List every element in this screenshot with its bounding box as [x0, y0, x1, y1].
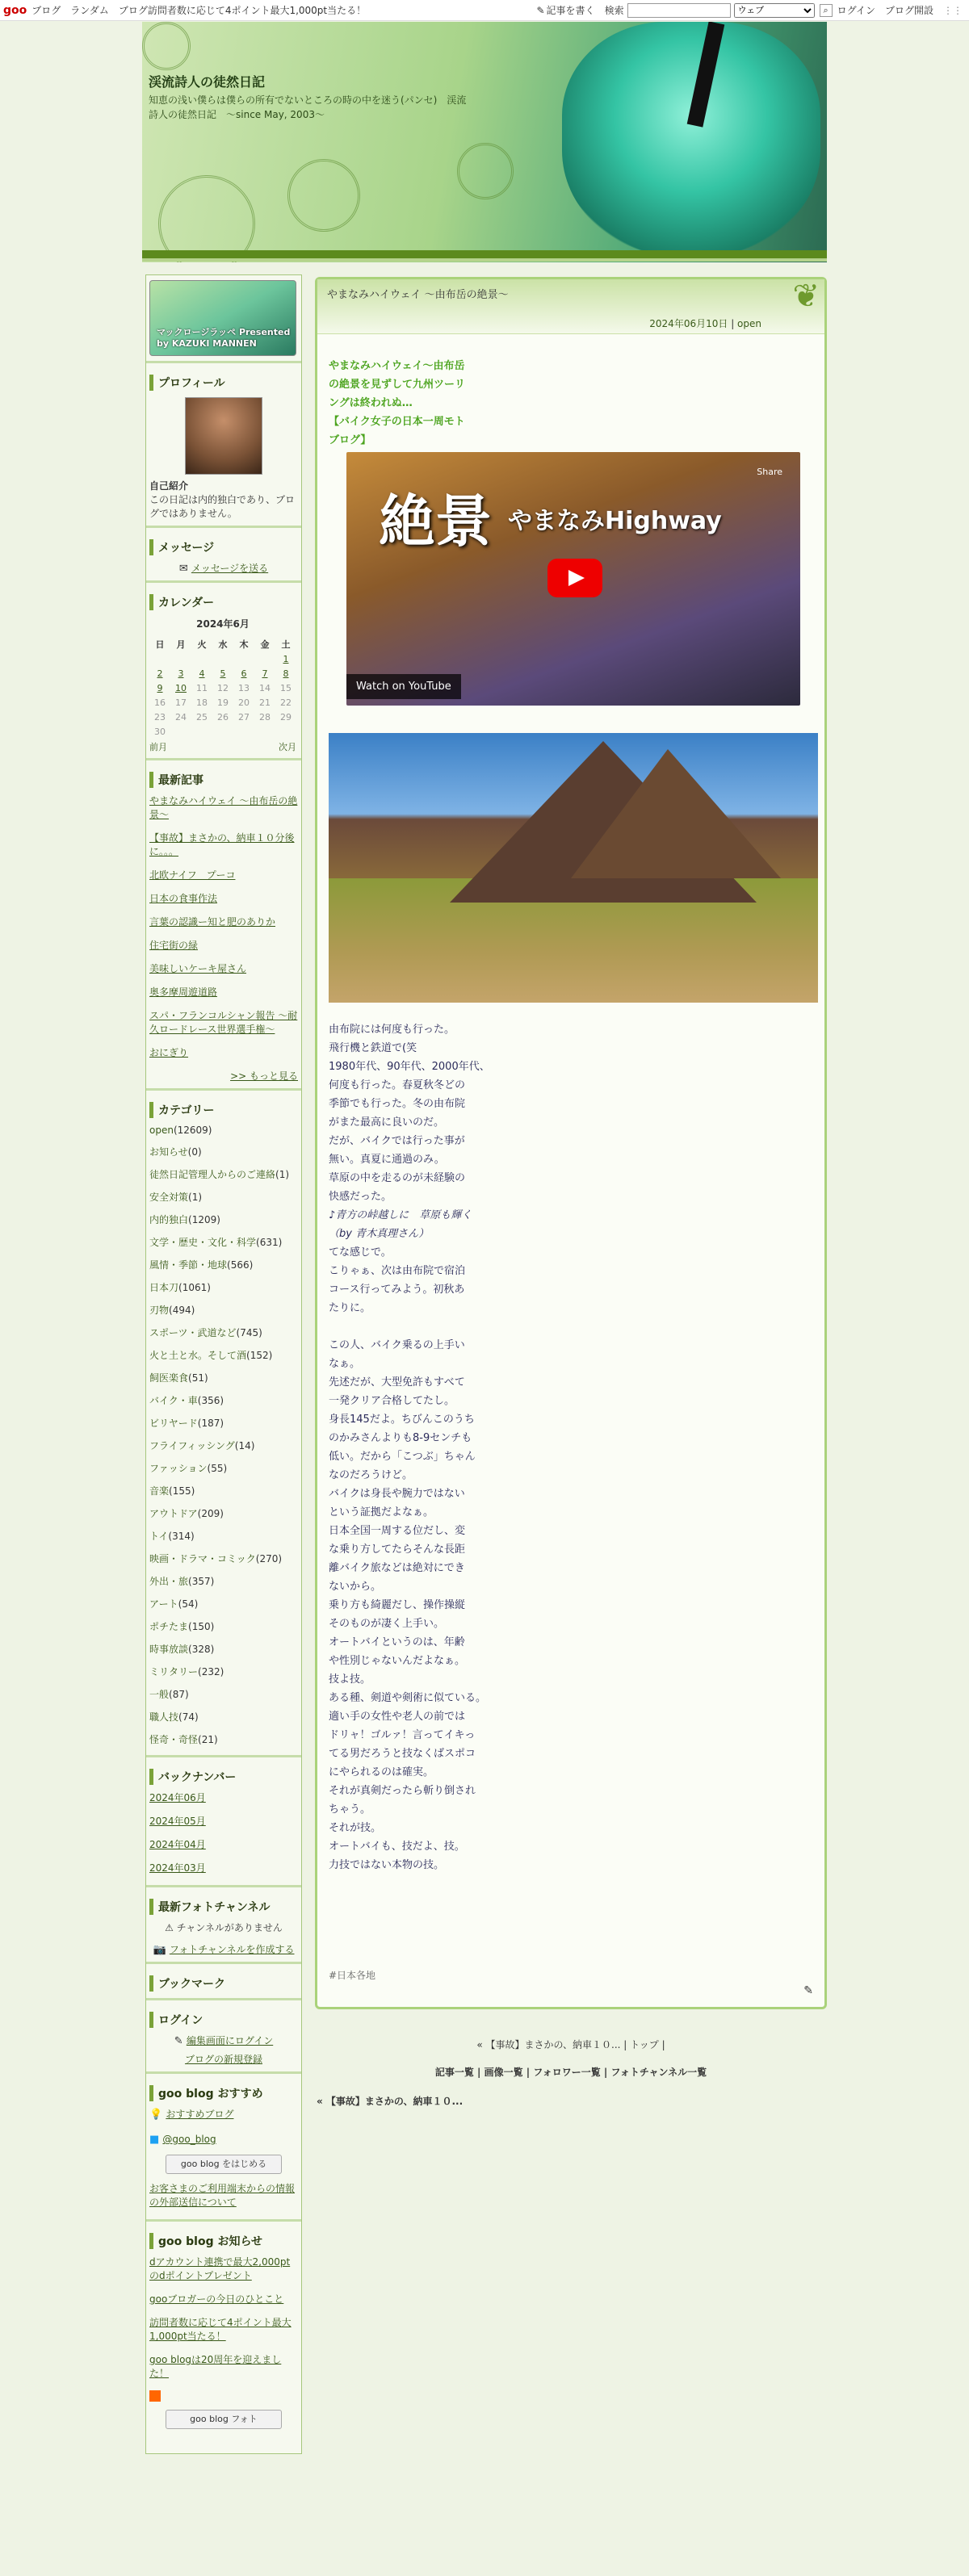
- body-line: 何度も行った。春夏秋冬どの: [329, 1079, 466, 1091]
- category-item: [149, 1371, 298, 1384]
- category-count: (270): [255, 1553, 283, 1564]
- category-count: (494): [169, 1305, 195, 1316]
- flower-decoration: [457, 143, 514, 199]
- list-links[interactable]: 記事一覧 | 画像一覧 | フォロワー一覧 | フォトチャンネル一覧: [434, 2067, 707, 2078]
- cream-soda-glass: [562, 22, 820, 256]
- category-item: [149, 1190, 298, 1204]
- create-photo-channel-link[interactable]: フォトチャンネルを作成する: [169, 1944, 295, 1955]
- category-link[interactable]: スポーツ・武道など: [149, 1327, 237, 1338]
- edit-icon[interactable]: ✎: [803, 1984, 813, 1997]
- pencil-icon: ✎: [174, 2035, 187, 2047]
- body-line: バイクは身長や腕力ではない: [329, 1488, 465, 1500]
- sidebar: [145, 274, 302, 2454]
- body-line: （by 青木真理さん）: [329, 1228, 430, 1240]
- self-intro-label: 自己紹介: [149, 480, 189, 492]
- recent-post-link[interactable]: 奥多摩周遊道路: [149, 986, 218, 998]
- category-link[interactable]: フライフィッシング: [149, 1440, 235, 1451]
- category-item: [149, 1258, 298, 1271]
- category-count: (328): [188, 1644, 215, 1655]
- message-icon: ✉: [178, 563, 191, 575]
- body-line: なのだろうけど。: [329, 1469, 413, 1481]
- self-intro-text: この日記は内的独白であり、ブログではありません。: [149, 494, 296, 519]
- category-count: (150): [188, 1621, 215, 1632]
- body-line: それが真剣だったら斬り倒され: [329, 1785, 476, 1797]
- video-thumbnail-subtitle: やまなみHighway: [508, 507, 722, 535]
- news-link[interactable]: goo blogは20周年を迎えました！: [149, 2354, 282, 2379]
- category-link[interactable]: ポチたま: [149, 1621, 189, 1632]
- article-date-link[interactable]: 2024年06月10日: [649, 318, 728, 329]
- blog-header: [142, 22, 827, 262]
- news-link[interactable]: 訪問者数に応じて4ポイント最大1,000pt当たる！: [149, 2317, 292, 2342]
- edit-login-link[interactable]: 編集画面にログイン: [186, 2035, 274, 2046]
- calendar-next-link[interactable]: 次月: [279, 742, 296, 752]
- backnumber-link[interactable]: 2024年04月: [149, 1839, 206, 1850]
- profile-heading: プロフィール: [149, 375, 298, 391]
- article-intro[interactable]: やまなみハイウェイ～由布岳 の絶景を見ずして九州ツーリ ングは終われぬ… 【バイク女子の日本一周モト ブログ】: [329, 360, 466, 446]
- recent-list: [149, 794, 298, 1060]
- bulb-icon: 💡: [149, 2109, 166, 2121]
- body-line: そのものが凄く上手い。: [329, 1618, 445, 1630]
- flower-decoration: [142, 22, 191, 70]
- flower-decoration: [287, 159, 360, 232]
- category-link[interactable]: 飼医楽食: [149, 1372, 189, 1384]
- category-item: [149, 1303, 298, 1317]
- backnumber-link[interactable]: 2024年05月: [149, 1816, 206, 1827]
- body-line: や性別じゃないんだよなぁ。: [329, 1655, 466, 1667]
- recent-post-link[interactable]: 日本の食事作法: [149, 893, 218, 904]
- search-scope-select[interactable]: [734, 3, 815, 18]
- article-category-link[interactable]: open: [737, 318, 761, 329]
- body-line: てな感じで。: [329, 1246, 392, 1259]
- search-label: 検索: [604, 5, 624, 16]
- grid-menu-icon[interactable]: ⋮⋮: [943, 4, 963, 16]
- backnumber-heading: バックナンバー: [149, 1769, 298, 1785]
- calendar-heading: カレンダー: [149, 594, 298, 610]
- topbar-promo-link[interactable]: ブログ訪問者数に応じて4ポイント最大1,000pt当たる！: [118, 5, 367, 16]
- category-count: (631): [256, 1237, 283, 1248]
- category-link[interactable]: 日本刀: [149, 1282, 179, 1293]
- body-line: 適い手の女性や老人の前では: [329, 1711, 466, 1723]
- category-link[interactable]: 文学・歴史・文化・科学: [149, 1237, 257, 1248]
- recent-post-link[interactable]: 北欧ナイフ プーコ: [149, 869, 236, 881]
- category-item: [149, 1125, 298, 1136]
- calendar-caption: 2024年6月: [196, 618, 250, 630]
- body-line: こりゃぁ、次は由布院で宿泊: [329, 1265, 466, 1277]
- category-count: (357): [188, 1576, 215, 1587]
- calendar-day[interactable]: 1: [283, 653, 289, 664]
- category-item: [149, 1710, 298, 1724]
- search-input[interactable]: [627, 3, 731, 18]
- recent-post-link[interactable]: 【事故】まさかの、納車１０分後に。。。: [149, 832, 295, 857]
- recent-post-link[interactable]: 言葉の認識ー知と肥のありか: [149, 916, 276, 928]
- calendar-day[interactable]: 6: [241, 668, 247, 679]
- category-count: (232): [198, 1666, 224, 1678]
- body-line: ないから。: [329, 1581, 382, 1593]
- message-heading: メッセージ: [149, 539, 298, 555]
- category-heading: カテゴリー: [149, 1102, 298, 1118]
- category-count: (55): [207, 1463, 228, 1474]
- category-count: (87): [169, 1689, 189, 1700]
- external-transmission-link[interactable]: お客さまのご利用端末からの情報の外部送信について: [149, 2183, 296, 2208]
- calendar-day[interactable]: 7: [262, 668, 268, 679]
- category-list: [149, 1125, 298, 1746]
- photo-button[interactable]: goo blog フォト: [166, 2410, 282, 2429]
- category-count: (356): [197, 1395, 224, 1406]
- body-line: オートバイというのは、年齢: [329, 1636, 465, 1648]
- category-item: [149, 1574, 298, 1588]
- bookmark-heading: ブックマーク: [149, 1975, 298, 1992]
- body-line: [329, 1317, 514, 1336]
- category-link[interactable]: open: [149, 1125, 174, 1136]
- watch-on-youtube-button[interactable]: Watch on YouTube: [346, 674, 461, 699]
- category-link[interactable]: アート: [149, 1598, 178, 1610]
- category-link[interactable]: お知らせ: [149, 1146, 188, 1158]
- body-line: ♪青方の峠越しに 草原も輝く: [329, 1209, 472, 1221]
- camera-icon: 📷: [153, 1944, 170, 1956]
- body-line: 無い。真夏に通過のみ。: [329, 1154, 445, 1166]
- body-line: 快感だった。: [329, 1191, 392, 1203]
- category-item: [149, 1642, 298, 1656]
- calendar-day[interactable]: 2: [157, 668, 163, 679]
- category-link[interactable]: 外出・旅: [149, 1576, 189, 1587]
- category-link[interactable]: 職人技: [149, 1711, 179, 1723]
- calendar-day[interactable]: 9: [157, 682, 163, 693]
- twitter-icon: ■: [149, 2134, 163, 2146]
- category-item: [149, 1348, 298, 1362]
- calendar-day[interactable]: 3: [178, 668, 184, 679]
- search-button[interactable]: ⌕: [820, 4, 833, 17]
- calendar-day[interactable]: 5: [220, 668, 226, 679]
- category-item: [149, 1439, 298, 1452]
- category-link[interactable]: 安全対策: [149, 1192, 189, 1203]
- article: [315, 277, 827, 2009]
- body-line: 力技ではない本物の技。: [329, 1859, 445, 1871]
- category-count: (1209): [188, 1214, 220, 1225]
- body-line: 一発クリア合格してたし。: [329, 1395, 455, 1407]
- prev-article-link[interactable]: « 【事故】まさかの、納車１０...: [317, 2096, 464, 2107]
- body-line: 技よ技。: [329, 1673, 371, 1686]
- recent-heading: 最新記事: [149, 772, 298, 788]
- body-line: 乗り方も綺麗だし、操作操縦: [329, 1599, 466, 1611]
- category-item: [149, 1687, 298, 1701]
- recommend-link[interactable]: おすすめブログ: [166, 2109, 234, 2120]
- article-title[interactable]: やまなみハイウェイ ～由布岳の絶景～: [327, 289, 509, 301]
- category-item: [149, 1393, 298, 1407]
- body-line: 低い。だから「こつぶ」ちゃん: [329, 1451, 476, 1463]
- category-count: (12609): [173, 1125, 212, 1136]
- share-button[interactable]: Share: [757, 467, 782, 477]
- category-link[interactable]: 徒然日記管理人からのご連絡: [149, 1169, 276, 1180]
- category-item: [149, 1280, 298, 1294]
- start-blog-button[interactable]: goo blog をはじめる: [166, 2155, 282, 2174]
- top-bar: [0, 0, 969, 21]
- category-count: (1061): [178, 1282, 211, 1293]
- topbar-blog-link[interactable]: ブログ: [31, 5, 61, 16]
- body-line: な乗り方してたらそんな長距: [329, 1544, 466, 1556]
- avatar: [185, 397, 262, 475]
- body-line: てる男だろうと技なくばスポコ: [329, 1748, 476, 1760]
- article-tag[interactable]: #日本各地: [329, 1970, 376, 1981]
- category-item: [149, 1597, 298, 1611]
- more-link[interactable]: >> もっと見る: [230, 1070, 298, 1082]
- blog-title[interactable]: 渓流詩人の徒然日記: [149, 74, 266, 90]
- category-item: [149, 1552, 298, 1565]
- category-count: (1): [275, 1169, 290, 1180]
- youtube-embed[interactable]: [346, 452, 800, 706]
- category-count: (54): [178, 1598, 199, 1610]
- category-link[interactable]: 音楽: [149, 1485, 170, 1497]
- category-item: [149, 1145, 298, 1158]
- category-link[interactable]: 怪奇・奇怪: [149, 1734, 199, 1745]
- calendar-prev-link[interactable]: 前月: [149, 742, 167, 752]
- body-line: にやられるのは確実。: [329, 1766, 434, 1778]
- body-line: オートバイも、技だよ、技。: [329, 1841, 465, 1853]
- topbar-random-link[interactable]: ランダム: [70, 5, 109, 16]
- body-line: たりに。: [329, 1302, 371, 1314]
- article-body: [329, 1020, 514, 1874]
- warning-icon: ⚠: [165, 1922, 177, 1933]
- category-count: (187): [197, 1418, 224, 1429]
- leaf-icon: ❦: [792, 278, 820, 315]
- category-link[interactable]: 一般: [149, 1689, 170, 1700]
- body-line: 身長145だよ。ちびんこのうち: [329, 1414, 475, 1426]
- calendar-day[interactable]: 4: [199, 668, 205, 679]
- calendar-day[interactable]: 8: [283, 668, 289, 679]
- photo-channel-heading: 最新フォトチャンネル: [149, 1899, 298, 1915]
- body-line: がまた最高に良いのだ。: [329, 1116, 445, 1129]
- category-item: [149, 1461, 298, 1475]
- category-item: [149, 1235, 298, 1249]
- body-line: のかみさんよりも8-9センチも: [329, 1432, 472, 1444]
- category-count: (74): [178, 1711, 199, 1723]
- header-stripe: [142, 250, 827, 262]
- category-item: [149, 1213, 298, 1226]
- category-count: (566): [227, 1259, 254, 1271]
- category-link[interactable]: バイク・車: [149, 1395, 198, 1406]
- pencil-icon: ✎: [536, 4, 545, 16]
- open-blog-link[interactable]: ブログ開設: [884, 5, 933, 16]
- category-link[interactable]: アウトドア: [149, 1508, 198, 1519]
- body-line: ちゃう。: [329, 1803, 371, 1816]
- calendar: [149, 617, 296, 753]
- login-heading: ログイン: [149, 2012, 298, 2028]
- category-count: (314): [168, 1531, 195, 1542]
- body-line: 由布院には何度も行った。: [329, 1024, 455, 1036]
- news-heading: goo blog お知らせ: [149, 2233, 298, 2249]
- category-count: (51): [188, 1372, 208, 1384]
- category-item: [149, 1529, 298, 1543]
- no-channel-text: チャンネルがありません: [176, 1922, 283, 1933]
- news-link[interactable]: gooブロガーの今日のひとこと: [149, 2293, 284, 2305]
- category-link[interactable]: 内的独白: [149, 1214, 189, 1225]
- calendar-day[interactable]: 10: [175, 682, 187, 693]
- body-line: 先述だが、大型免許もすべて: [329, 1376, 465, 1389]
- body-line: 飛行機と鉄道で(笑: [329, 1042, 417, 1054]
- article-meta: 2024年06月10日 | open: [649, 318, 761, 329]
- article-header: [317, 279, 824, 334]
- category-count: (1): [188, 1192, 203, 1203]
- body-line: 草原の中を走るのが未経験の: [329, 1172, 466, 1184]
- recent-post-link[interactable]: 住宅街の緑: [149, 940, 199, 951]
- category-count: (14): [234, 1440, 255, 1451]
- category-count: (155): [169, 1485, 195, 1497]
- category-link[interactable]: ミリタリー: [149, 1666, 199, 1678]
- write-article-link[interactable]: 記事を書く: [546, 5, 595, 16]
- category-link[interactable]: ファッション: [149, 1463, 208, 1474]
- backnumber-list: [149, 1791, 298, 1875]
- recent-post-link[interactable]: おにぎり: [149, 1047, 189, 1058]
- category-count: (745): [236, 1327, 262, 1338]
- news-list: [149, 2256, 298, 2381]
- calendar-table: 日 月 火 水 木 金 土 1 2 3 4 5 6 7 8 9 10 11 12 13 14 15 16 17 18 19 20 21 22 23 24 25 26 27 28 29 30: [149, 637, 296, 739]
- news-link[interactable]: dアカウント連携で最大2,000ptのdポイントプレゼント: [149, 2256, 291, 2281]
- category-count: (0): [187, 1146, 202, 1158]
- category-item: [149, 1484, 298, 1497]
- video-thumbnail-title: 絶景: [379, 488, 492, 555]
- rss-icon[interactable]: [149, 2390, 161, 2402]
- category-link[interactable]: ビリヤード: [149, 1418, 198, 1429]
- body-line: 離バイク旅などは絶対にでき: [329, 1562, 465, 1574]
- category-item: [149, 1665, 298, 1678]
- backnumber-link[interactable]: 2024年06月: [149, 1792, 206, 1803]
- category-link[interactable]: 映画・ドラマ・コミック: [149, 1553, 256, 1564]
- body-line: 季節でも行った。冬の由布院: [329, 1098, 466, 1110]
- category-link[interactable]: 刃物: [149, 1305, 170, 1316]
- blog-description: 知恵の浅い僕らは僕らの所有でないところの時の中を迷う(パンセ) 渓流詩人の徒然日記 ～since May, 2003～: [149, 94, 467, 120]
- body-line: それが技。: [329, 1822, 382, 1834]
- body-line: だが、バイクでは行った事が: [329, 1135, 465, 1147]
- mountain-photo: [329, 733, 818, 1003]
- recommend-heading: goo blog おすすめ: [149, 2085, 298, 2101]
- category-item: [149, 1619, 298, 1633]
- body-line: この人、バイク乗るの上手い: [329, 1339, 465, 1351]
- category-link[interactable]: 時事放談: [149, 1644, 189, 1655]
- recent-post-link[interactable]: 美味しいケーキ屋さん: [149, 963, 247, 974]
- category-link[interactable]: 火と土と水。そして酒: [149, 1350, 247, 1361]
- body-line: 日本全国一周する位だし、変: [329, 1525, 466, 1537]
- category-item: [149, 1326, 298, 1339]
- body-line: ドリャ！ゴルァ！言ってイキっ: [329, 1729, 476, 1741]
- category-count: (21): [198, 1734, 218, 1745]
- recent-post-link[interactable]: やまなみハイウェイ ～由布岳の絶景～: [149, 795, 298, 820]
- goo-logo[interactable]: goo: [3, 3, 27, 17]
- category-link[interactable]: 風情・季節・地球: [149, 1259, 228, 1271]
- category-count: (152): [246, 1350, 273, 1361]
- body-line: ある種、剣道や剣術に似ている。: [329, 1692, 487, 1704]
- send-message-link[interactable]: メッセージを送る: [191, 563, 269, 574]
- recent-post-link[interactable]: スパ・フランコルシャン報告 ～耐久ロードレース世界選手権～: [149, 1010, 298, 1035]
- category-item: [149, 1167, 298, 1181]
- category-item: [149, 1416, 298, 1430]
- new-blog-link[interactable]: ブログの新規登録: [184, 2054, 262, 2065]
- login-link[interactable]: ログイン: [837, 5, 875, 16]
- body-line: 1980年代、90年代、2000年代、: [329, 1061, 490, 1073]
- backnumber-link[interactable]: 2024年03月: [149, 1862, 206, 1874]
- body-line: コース行ってみよう。初秋あ: [329, 1284, 465, 1296]
- category-item: [149, 1732, 298, 1746]
- category-count: (209): [197, 1508, 224, 1519]
- body-line: という証拠だよなぁ。: [329, 1506, 434, 1518]
- category-link[interactable]: トイ: [149, 1531, 169, 1542]
- category-item: [149, 1506, 298, 1520]
- article-nav[interactable]: « 【事故】まさかの、納車１０... | トップ |: [476, 2039, 665, 2050]
- sidebar-banner[interactable]: マックロージラッペ Presented by KAZUKI MANNEN: [149, 280, 296, 356]
- play-icon[interactable]: [547, 559, 602, 597]
- flower-decoration: [158, 175, 255, 262]
- body-line: なぁ。: [329, 1358, 361, 1370]
- twitter-link[interactable]: @goo_blog: [162, 2134, 216, 2145]
